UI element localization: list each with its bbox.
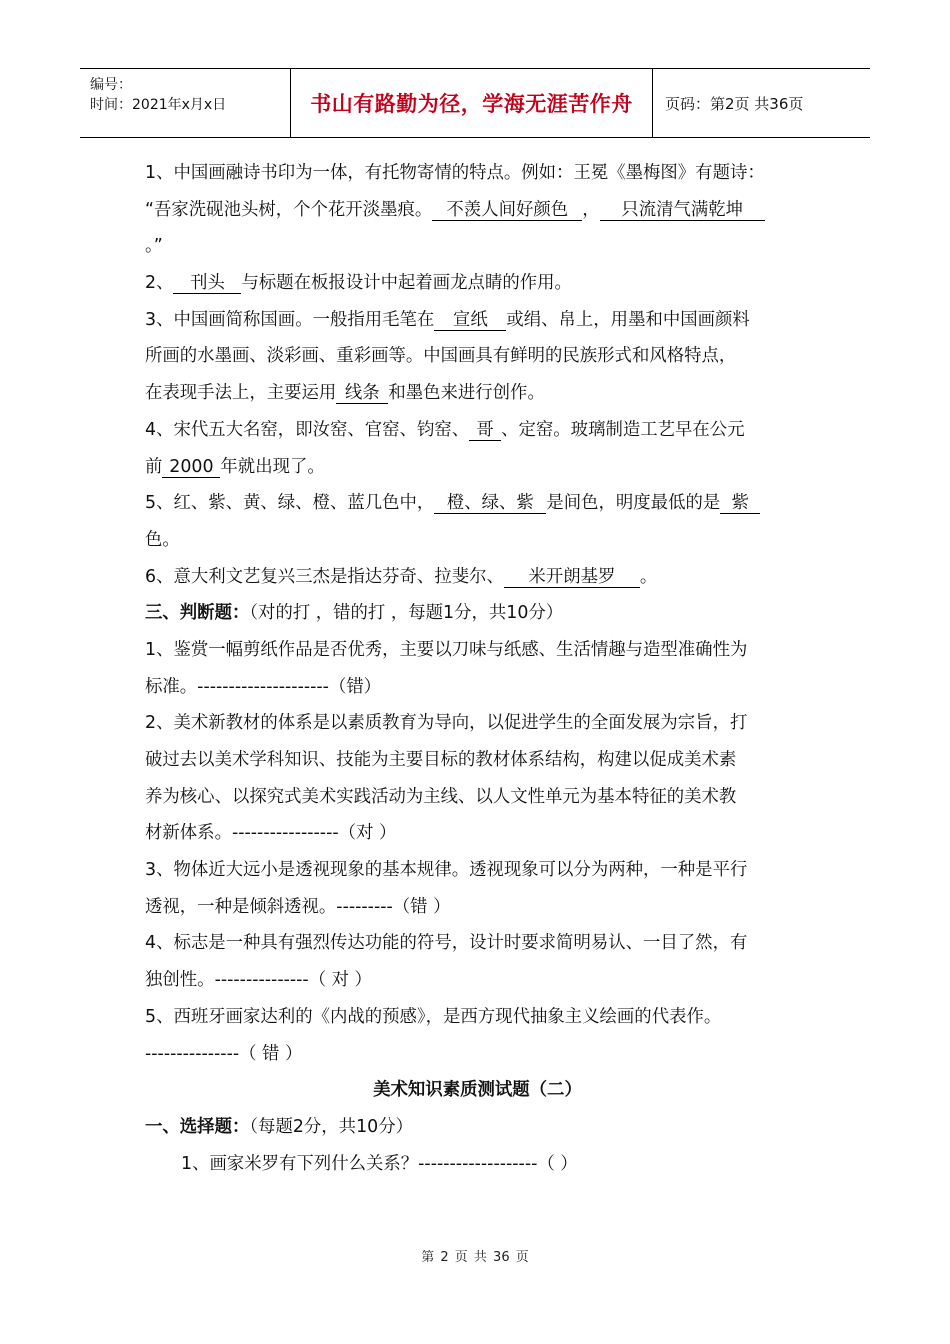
part2-title: 美术知识素质测试题（二） — [373, 1080, 582, 1101]
fill-q3-line-1 — [145, 302, 810, 339]
fill-q3-line-2: 所画的水墨画、淡彩画、重彩画等。中国画具有鲜明的民族形式和风格特点， — [145, 346, 737, 367]
document-header — [80, 68, 870, 138]
judgment-5-line-1: 5、西班牙画家达利的《内战的预感》，是西方现代抽象主义绘画的代表作。 — [145, 1006, 722, 1027]
q5-answer-2: 紫 — [720, 494, 760, 514]
judgment-instructions: （对的打 ，错的打 ，每题1分，共10分） — [249, 603, 564, 624]
q6-post: 。 — [639, 566, 658, 587]
fill-q1-line-3: 。” — [145, 236, 163, 257]
judgment-2-line-2: 破过去以美术学科知识、技能为主要目标的教材体系结构，构建以促成美术素 — [145, 750, 737, 770]
q6-pre: 6、意大利文艺复兴三杰是指达芬奇、拉斐尔、 — [145, 566, 504, 587]
judgment-3-line-1: 3、物体近大远小是透视现象的基本规律。透视现象可以分为两种，一种是平行 — [145, 860, 748, 881]
judgment-2-line-1: 2、美术新教材的体系是以素质教育为导向，以促进学生的全面发展为宗旨，打 — [145, 713, 748, 734]
header-meta — [80, 69, 291, 137]
judgment-5-line-2: ---------------（ 错 ） — [145, 1043, 303, 1064]
header-page-info: 页码：第2页 共36页 — [665, 94, 804, 113]
q4-answer-1: 哥 — [469, 421, 501, 441]
header-motto: 书山有路勤为径，学海无涯苦作舟 — [291, 69, 653, 137]
judgment-2-line-4: 材新体系。-----------------（对 ） — [145, 823, 397, 844]
q6-answer: 米开朗基罗 — [504, 568, 640, 588]
judgment-1-line-1: 1、鉴赏一幅剪纸作品是否优秀，主要以刀味与纸感、生活情趣与造型准确性为 — [145, 639, 748, 660]
number-label: 编号： — [90, 77, 132, 93]
judgment-2-line-3: 养为核心、以探究式美术实践活动为主线、以人文性单元为基本特征的美术教 — [145, 786, 737, 807]
judgment-4-line-1: 4、标志是一种具有强烈传达功能的符号，设计时要求简明易认、一目了然，有 — [145, 933, 748, 954]
q1-answer-1: 不羡人间好颜色 — [432, 201, 582, 221]
q1-answer-2: 只流清气满乾坤 — [600, 201, 765, 221]
q1-sep: ， — [582, 199, 600, 220]
q4b-pre: 前 — [145, 456, 163, 477]
choice-1: 1、画家米罗有下列什么关系？-------------------（ ） — [181, 1153, 578, 1174]
document-body — [145, 155, 810, 1182]
judgment-heading: 三、判断题： — [145, 603, 250, 624]
fill-q1-line-2 — [145, 192, 810, 229]
fill-q5-line-1 — [145, 485, 810, 522]
fill-q5-line-2: 色。 — [145, 529, 180, 550]
q3-pre: 3、中国画简称国画。一般指用毛笔在 — [145, 309, 435, 330]
q3-answer-1: 宣纸 — [434, 311, 506, 331]
q3-answer-2: 线条 — [336, 384, 388, 404]
judgment-4-line-2: 独创性。---------------（ 对 ） — [145, 970, 372, 991]
fill-q4-line-1 — [145, 412, 810, 449]
q1-text: “吾家洗砚池头树，个个花开淡墨痕。 — [145, 199, 433, 220]
judgment-heading-line — [145, 595, 810, 632]
q3c-post: 和墨色来进行创作。 — [388, 383, 545, 404]
choice-heading-line — [145, 1109, 810, 1146]
fill-q2 — [145, 265, 810, 302]
page-footer: 第 2 页 共 36 页 — [421, 1250, 529, 1265]
judgment-3-line-2: 透视，一种是倾斜透视。---------（错 ） — [145, 896, 451, 917]
q2-pre: 2、 — [145, 273, 174, 294]
q4-post: 、定窑。玻璃制造工艺早在公元 — [501, 419, 745, 440]
fill-q3-line-3 — [145, 375, 810, 412]
q2-answer: 刊头 — [173, 274, 241, 294]
q5-pre: 5、红、紫、黄、绿、橙、蓝几色中， — [145, 493, 435, 514]
q4-answer-2: 2000 — [162, 458, 220, 478]
q5-mid: 是间色，明度最低的是 — [546, 493, 721, 514]
fill-q6 — [145, 559, 810, 596]
q4b-post: 年就出现了。 — [220, 456, 325, 477]
q3-post: 或绢、帛上，用墨和中国画颜料 — [506, 309, 750, 330]
choice-heading: 一、选择题： — [145, 1116, 250, 1137]
q5-answer-1: 橙、绿、紫 — [434, 494, 546, 514]
q4-pre: 4、宋代五大名窑，即汝窑、官窑、钧窑、 — [145, 419, 470, 440]
choice-note: （每题2分，共10分） — [249, 1116, 413, 1137]
fill-q1-line-1: 1、中国画融诗书印为一体，有托物寄情的特点。例如：王冕《墨梅图》有题诗： — [145, 163, 765, 183]
q3c-pre: 在表现手法上，主要运用 — [145, 383, 337, 404]
judgment-1-line-2: 标准。---------------------（错） — [145, 676, 382, 697]
date-line: 时间：2021年x月x日 — [90, 97, 227, 113]
fill-q4-line-2 — [145, 449, 810, 486]
q2-post: 与标题在板报设计中起着画龙点睛的作用。 — [241, 273, 572, 294]
